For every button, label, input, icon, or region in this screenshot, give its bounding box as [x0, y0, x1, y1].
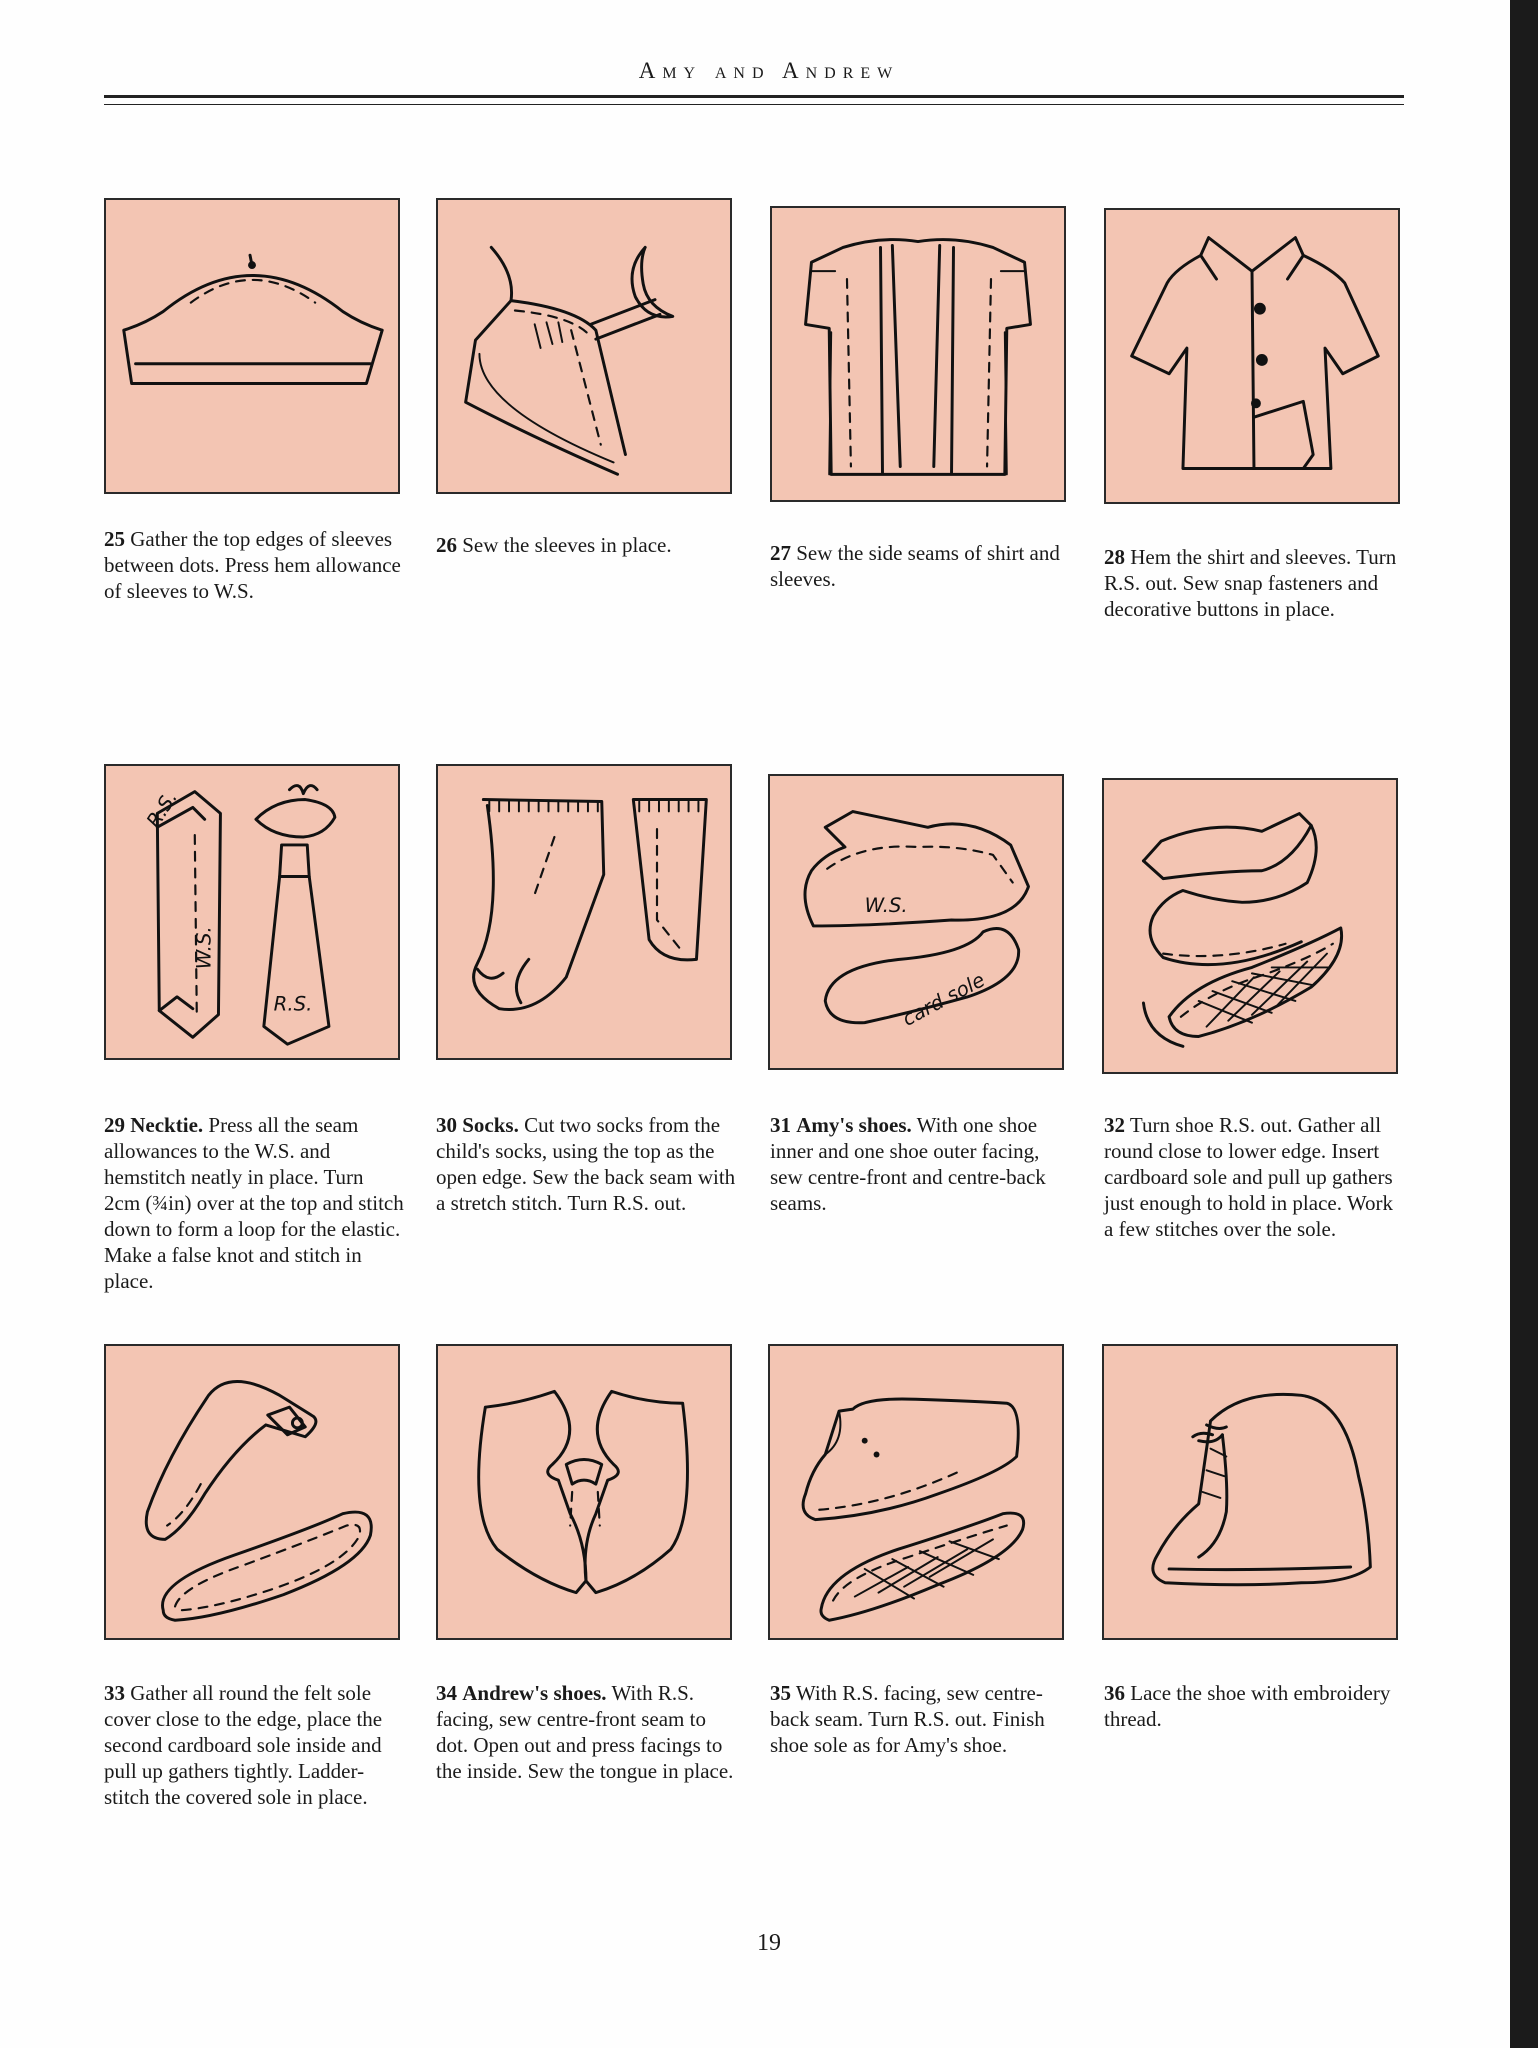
- illustration-30-socks: [436, 764, 732, 1060]
- step-text: With one shoe inner and one shoe outer facing, sew centre-front and centre-back seams.: [770, 1113, 1046, 1215]
- step-text: Turn shoe R.S. out. Gather all round close to lower edge. Insert cardboard sole and pull up gathers just enough to hold in place. Work a few stitches over the sole.: [1104, 1113, 1393, 1241]
- step-number: 25: [104, 527, 125, 551]
- illustration-26-sew-sleeve: [436, 198, 732, 494]
- illustration-36-laced-shoe: [1102, 1344, 1398, 1640]
- caption-28: [1104, 544, 1404, 622]
- step-lead: Amy's shoes.: [796, 1113, 912, 1137]
- illustration-31-amys-shoes: [768, 774, 1064, 1070]
- step-number: 26: [436, 533, 457, 557]
- illustration-34-andrews-shoe: [436, 1344, 732, 1640]
- caption-35: [770, 1680, 1070, 1758]
- svg-text:R.S.: R.S.: [142, 786, 183, 832]
- illustration-25-sleeve: [104, 198, 400, 494]
- caption-27: [770, 540, 1070, 592]
- caption-33: [104, 1680, 404, 1810]
- step-number: 28: [1104, 545, 1125, 569]
- step-text: Lace the shoe with embroidery thread.: [1104, 1681, 1391, 1731]
- step-lead: Socks.: [462, 1113, 519, 1137]
- step-number: 30: [436, 1113, 457, 1137]
- svg-text:W.S.: W.S.: [192, 926, 216, 970]
- illustration-33-sole-cover: [104, 1344, 400, 1640]
- step-number: 27: [770, 541, 791, 565]
- caption-29: [104, 1112, 404, 1294]
- page-number: 19: [757, 1930, 781, 1956]
- step-number: 29: [104, 1113, 125, 1137]
- step-number: 32: [1104, 1113, 1125, 1137]
- header-rule-thin: [104, 104, 1404, 105]
- caption-26: [436, 532, 736, 558]
- illustration-27-side-seams: [770, 206, 1066, 502]
- step-text: Sew the side seams of shirt and sleeves.: [770, 541, 1060, 591]
- caption-36: [1104, 1680, 1404, 1732]
- step-text: Sew the sleeves in place.: [462, 533, 672, 557]
- step-text: Gather the top edges of sleeves between dots. Press hem allowance of sleeves to W.S.: [104, 527, 401, 603]
- step-number: 33: [104, 1681, 125, 1705]
- step-text: Hem the shirt and sleeves. Turn R.S. out. Sew snap fasteners and decorative buttons in place.: [1104, 545, 1397, 621]
- page-edge: [1510, 0, 1538, 2048]
- running-header: Amy and Andrew: [638, 58, 900, 83]
- caption-31: [770, 1112, 1070, 1216]
- step-text: Press all the seam allowances to the W.S. and hemstitch neatly in place. Turn 2cm (¾in) over at the top and stitch down to form a loop for the elastic. Make a false knot and stitch in place.: [104, 1113, 404, 1293]
- step-number: 31: [770, 1113, 791, 1137]
- step-number: 34: [436, 1681, 457, 1705]
- step-number: 35: [770, 1681, 791, 1705]
- svg-text:R.S.: R.S.: [273, 992, 313, 1016]
- caption-34: [436, 1680, 736, 1784]
- step-text: With R.S. facing, sew centre-back seam. Turn R.S. out. Finish shoe sole as for Amy's shoe.: [770, 1681, 1045, 1757]
- step-number: 36: [1104, 1681, 1125, 1705]
- caption-30: [436, 1112, 736, 1216]
- illustration-28-shirt: [1104, 208, 1400, 504]
- caption-32: [1104, 1112, 1404, 1242]
- step-lead: Andrew's shoes.: [462, 1681, 607, 1705]
- caption-25: [104, 526, 404, 604]
- step-text: Cut two socks from the child's socks, using the top as the open edge. Sew the back seam with a stretch stitch. Turn R.S. out.: [436, 1113, 736, 1215]
- illustration-35-shoe-seam: [768, 1344, 1064, 1640]
- header-rule: [104, 95, 1404, 98]
- svg-text:W.S.: W.S.: [864, 894, 908, 918]
- illustration-29-necktie: [104, 764, 400, 1060]
- step-text: Gather all round the felt sole cover close to the edge, place the second cardboard sole inside and pull up gathers tightly. Ladder-stitch the covered sole in place.: [104, 1681, 383, 1809]
- illustration-32-shoe-sole: [1102, 778, 1398, 1074]
- step-text: With R.S. facing, sew centre-front seam to dot. Open out and press facings to the inside. Sew the tongue in place.: [436, 1681, 734, 1783]
- svg-text:card sole: card sole: [898, 968, 989, 1031]
- step-lead: Necktie.: [130, 1113, 204, 1137]
